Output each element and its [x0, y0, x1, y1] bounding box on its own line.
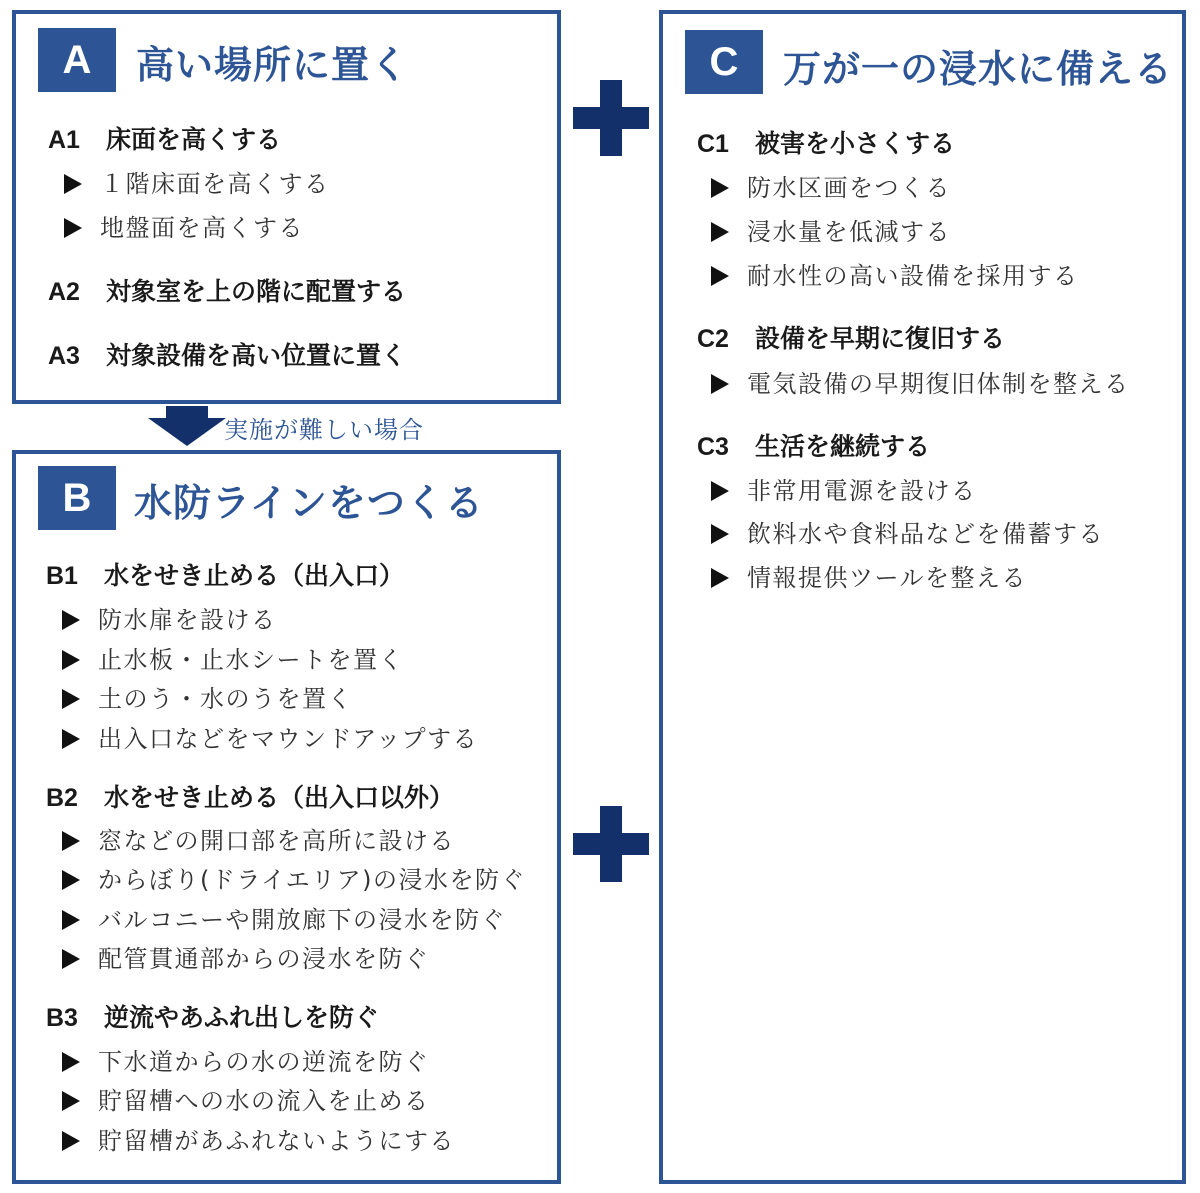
list-item: [711, 212, 951, 247]
bullet-triangle-icon: [62, 610, 80, 630]
list-item-text: 耐水性の高い設備を採用する: [747, 262, 1079, 290]
section-code: C1: [697, 130, 729, 158]
section-code: A2: [48, 278, 80, 306]
list-item: [62, 1042, 430, 1077]
bullet-triangle-icon: [62, 1052, 80, 1072]
list-item: [62, 939, 430, 974]
section-code: B3: [46, 1004, 78, 1032]
section-c2: [697, 319, 1005, 355]
panel-a: [12, 10, 561, 404]
list-item-text: 情報提供ツールを整える: [747, 564, 1028, 592]
list-item-text: 下水道からの水の逆流を防ぐ: [98, 1048, 430, 1076]
list-item-text: からぼり(ドライエリア)の浸水を防ぐ: [98, 866, 527, 894]
list-item: [62, 900, 506, 935]
list-item-text: 防水扉を設ける: [98, 606, 277, 634]
list-item: [711, 471, 977, 506]
bullet-triangle-icon: [711, 178, 729, 198]
section-code: B2: [46, 784, 78, 812]
list-item: [711, 168, 951, 203]
section-title: 水をせき止める（出入口以外）: [104, 783, 455, 812]
list-item: [711, 558, 1027, 593]
panel-b: [12, 450, 561, 1184]
section-a2: [48, 272, 406, 308]
section-code: A1: [48, 126, 80, 154]
list-item: [711, 514, 1104, 549]
bullet-triangle-icon: [711, 481, 729, 501]
list-item-text: 貯留槽があふれないようにする: [98, 1127, 455, 1155]
bullet-triangle-icon: [711, 266, 729, 286]
bullet-triangle-icon: [711, 222, 729, 242]
connector-label: 実施が難しい場合: [224, 416, 424, 444]
list-item-text: バルコニーや開放廊下の浸水を防ぐ: [98, 906, 506, 934]
section-a3: [48, 336, 406, 372]
bullet-triangle-icon: [62, 689, 80, 709]
section-a1: [48, 120, 281, 156]
list-item: [62, 719, 478, 754]
bullet-triangle-icon: [64, 218, 82, 238]
bullet-triangle-icon: [64, 174, 82, 194]
section-title: 設備を早期に復旧する: [755, 324, 1006, 353]
bullet-triangle-icon: [62, 729, 80, 749]
list-item-text: 土のう・水のうを置く: [98, 685, 353, 713]
section-title: 床面を高くする: [106, 125, 282, 154]
section-code: A3: [48, 342, 80, 370]
panel-c: [659, 10, 1186, 1184]
list-item: [62, 640, 404, 675]
section-b1: [46, 556, 404, 592]
section-title: 生活を継続する: [755, 432, 931, 461]
list-item-text: 出入口などをマウンドアップする: [98, 725, 479, 753]
list-item: [62, 600, 277, 635]
plus-icon: [573, 806, 649, 882]
bullet-triangle-icon: [711, 568, 729, 588]
section-c3: [697, 427, 930, 463]
list-item-text: 飲料水や食料品などを備蓄する: [747, 520, 1104, 548]
list-item: [62, 1081, 430, 1116]
section-title: 被害を小さくする: [755, 129, 956, 158]
section-b2: [46, 778, 454, 814]
section-title: 対象室を上の階に配置する: [106, 277, 407, 306]
section-c1: [697, 124, 955, 160]
list-item-text: 浸水量を低減する: [747, 218, 951, 246]
list-item-text: 窓などの開口部を高所に設ける: [98, 827, 455, 855]
list-item: [62, 860, 526, 895]
section-b3: [46, 998, 379, 1034]
bullet-triangle-icon: [711, 524, 729, 544]
bullet-triangle-icon: [62, 949, 80, 969]
panel-c-title: 万が一の浸水に備える: [783, 47, 1174, 91]
bullet-triangle-icon: [62, 1091, 80, 1111]
list-item: [711, 364, 1130, 399]
panel-b-title: 水防ラインをつくる: [134, 481, 484, 525]
panel-c-badge: C: [685, 30, 763, 94]
list-item-text: 止水板・止水シートを置く: [98, 646, 404, 674]
section-title: 逆流やあふれ出しを防ぐ: [104, 1003, 380, 1032]
list-item: [62, 1121, 455, 1156]
list-item-text: 防水区画をつくる: [747, 174, 951, 202]
bullet-triangle-icon: [62, 870, 80, 890]
section-code: C3: [697, 433, 729, 461]
bullet-triangle-icon: [62, 1131, 80, 1151]
panel-a-title: 高い場所に置く: [136, 43, 410, 87]
list-item: [62, 821, 455, 856]
list-item: [64, 208, 304, 243]
bullet-triangle-icon: [62, 831, 80, 851]
list-item: [711, 256, 1079, 291]
list-item-text: 地盤面を高くする: [100, 214, 304, 242]
list-item-text: 電気設備の早期復旧体制を整える: [747, 370, 1130, 398]
section-title: 対象設備を高い位置に置く: [106, 341, 407, 370]
bullet-triangle-icon: [62, 910, 80, 930]
bullet-triangle-icon: [62, 650, 80, 670]
plus-icon: [573, 80, 649, 156]
list-item-text: 配管貫通部からの浸水を防ぐ: [98, 945, 430, 973]
list-item-text: 非常用電源を設ける: [747, 477, 977, 505]
section-code: C2: [697, 325, 729, 353]
panel-b-badge: B: [38, 466, 116, 530]
down-arrow-icon: [148, 406, 226, 446]
panel-a-badge: A: [38, 28, 116, 92]
section-code: B1: [46, 562, 78, 590]
list-item-text: 貯留槽への水の流入を止める: [98, 1087, 430, 1115]
list-item: [64, 164, 330, 199]
bullet-triangle-icon: [711, 374, 729, 394]
list-item: [62, 679, 353, 714]
section-title: 水をせき止める（出入口）: [104, 561, 405, 590]
list-item-text: １階床面を高くする: [100, 170, 330, 198]
